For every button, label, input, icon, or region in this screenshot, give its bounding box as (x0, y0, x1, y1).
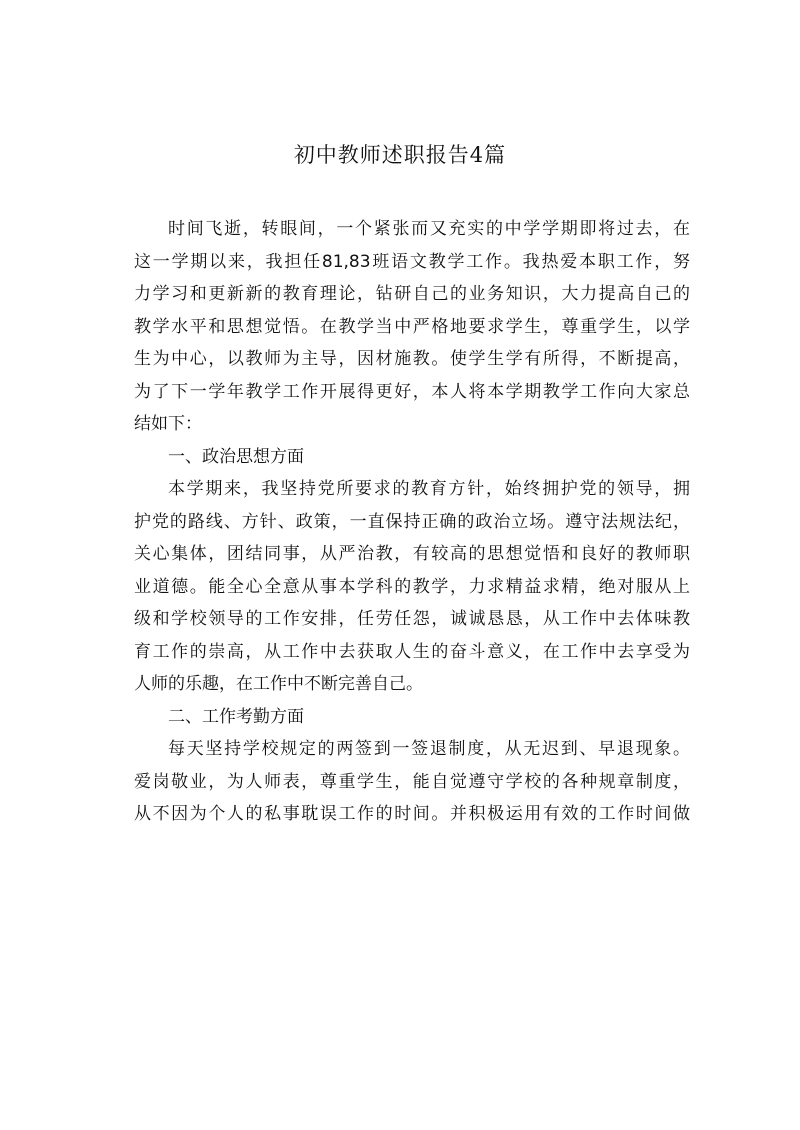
text-line: 结如下： (134, 414, 202, 434)
text-line: 业道德。能全心全意从事本学科的教学，力求精益求精，绝对服从上 (134, 576, 690, 597)
paragraph-attendance (134, 733, 690, 831)
text-line: 育工作的崇高，从工作中去获取人生的奋斗意义，在工作中去享受为 (134, 641, 690, 662)
paragraph-political (134, 473, 690, 701)
text-line: 时间飞逝，转眼间，一个紧张而又充实的中学学期即将过去，在 (168, 219, 690, 239)
text-line: 教学水平和思想觉悟。在教学当中严格地要求学生，尊重学生，以学 (134, 316, 690, 337)
text-line: 关心集体，团结同事，从严治教，有较高的思想觉悟和良好的教师职 (134, 544, 690, 564)
text-line: 每天坚持学校规定的两签到一签退制度，从无迟到、早退现象。 (168, 739, 690, 759)
paragraph-intro (134, 213, 690, 441)
section-heading-political: 一、政治思想方面 (168, 446, 304, 467)
text-line: 爱岗敬业，为人师表，尊重学生，能自觉遵守学校的各种规章制度， (134, 771, 690, 792)
text-line: 本学期来，我坚持党所要求的教育方针，始终拥护党的领导，拥 (168, 479, 690, 499)
text-line: 为了下一学年教学工作开展得更好，本人将本学期教学工作向大家总 (134, 381, 690, 402)
document-body (134, 213, 690, 831)
text-line: 级和学校领导的工作安排，任劳任怨，诚诚恳恳，从工作中去体味教 (134, 609, 690, 629)
section-heading-attendance: 二、工作考勤方面 (168, 706, 304, 727)
document-title: 初中教师述职报告4篇 (293, 143, 507, 167)
text-line: 这一学期以来，我担任81,83班语文教学工作。我热爱本职工作，努 (134, 251, 690, 272)
text-line: 生为中心，以教师为主导，因材施教。使学生学有所得，不断提高， (134, 349, 690, 369)
text-line: 护党的路线、方针、政策，一直保持正确的政治立场。遵守法规法纪， (134, 511, 690, 532)
text-line: 从不因为个人的私事耽误工作的时间。并积极运用有效的工作时间做 (134, 804, 690, 824)
text-line: 力学习和更新新的教育理论，钻研自己的业务知识，大力提高自己的 (134, 284, 690, 304)
text-line: 人师的乐趣，在工作中不断完善自己。 (134, 674, 423, 694)
